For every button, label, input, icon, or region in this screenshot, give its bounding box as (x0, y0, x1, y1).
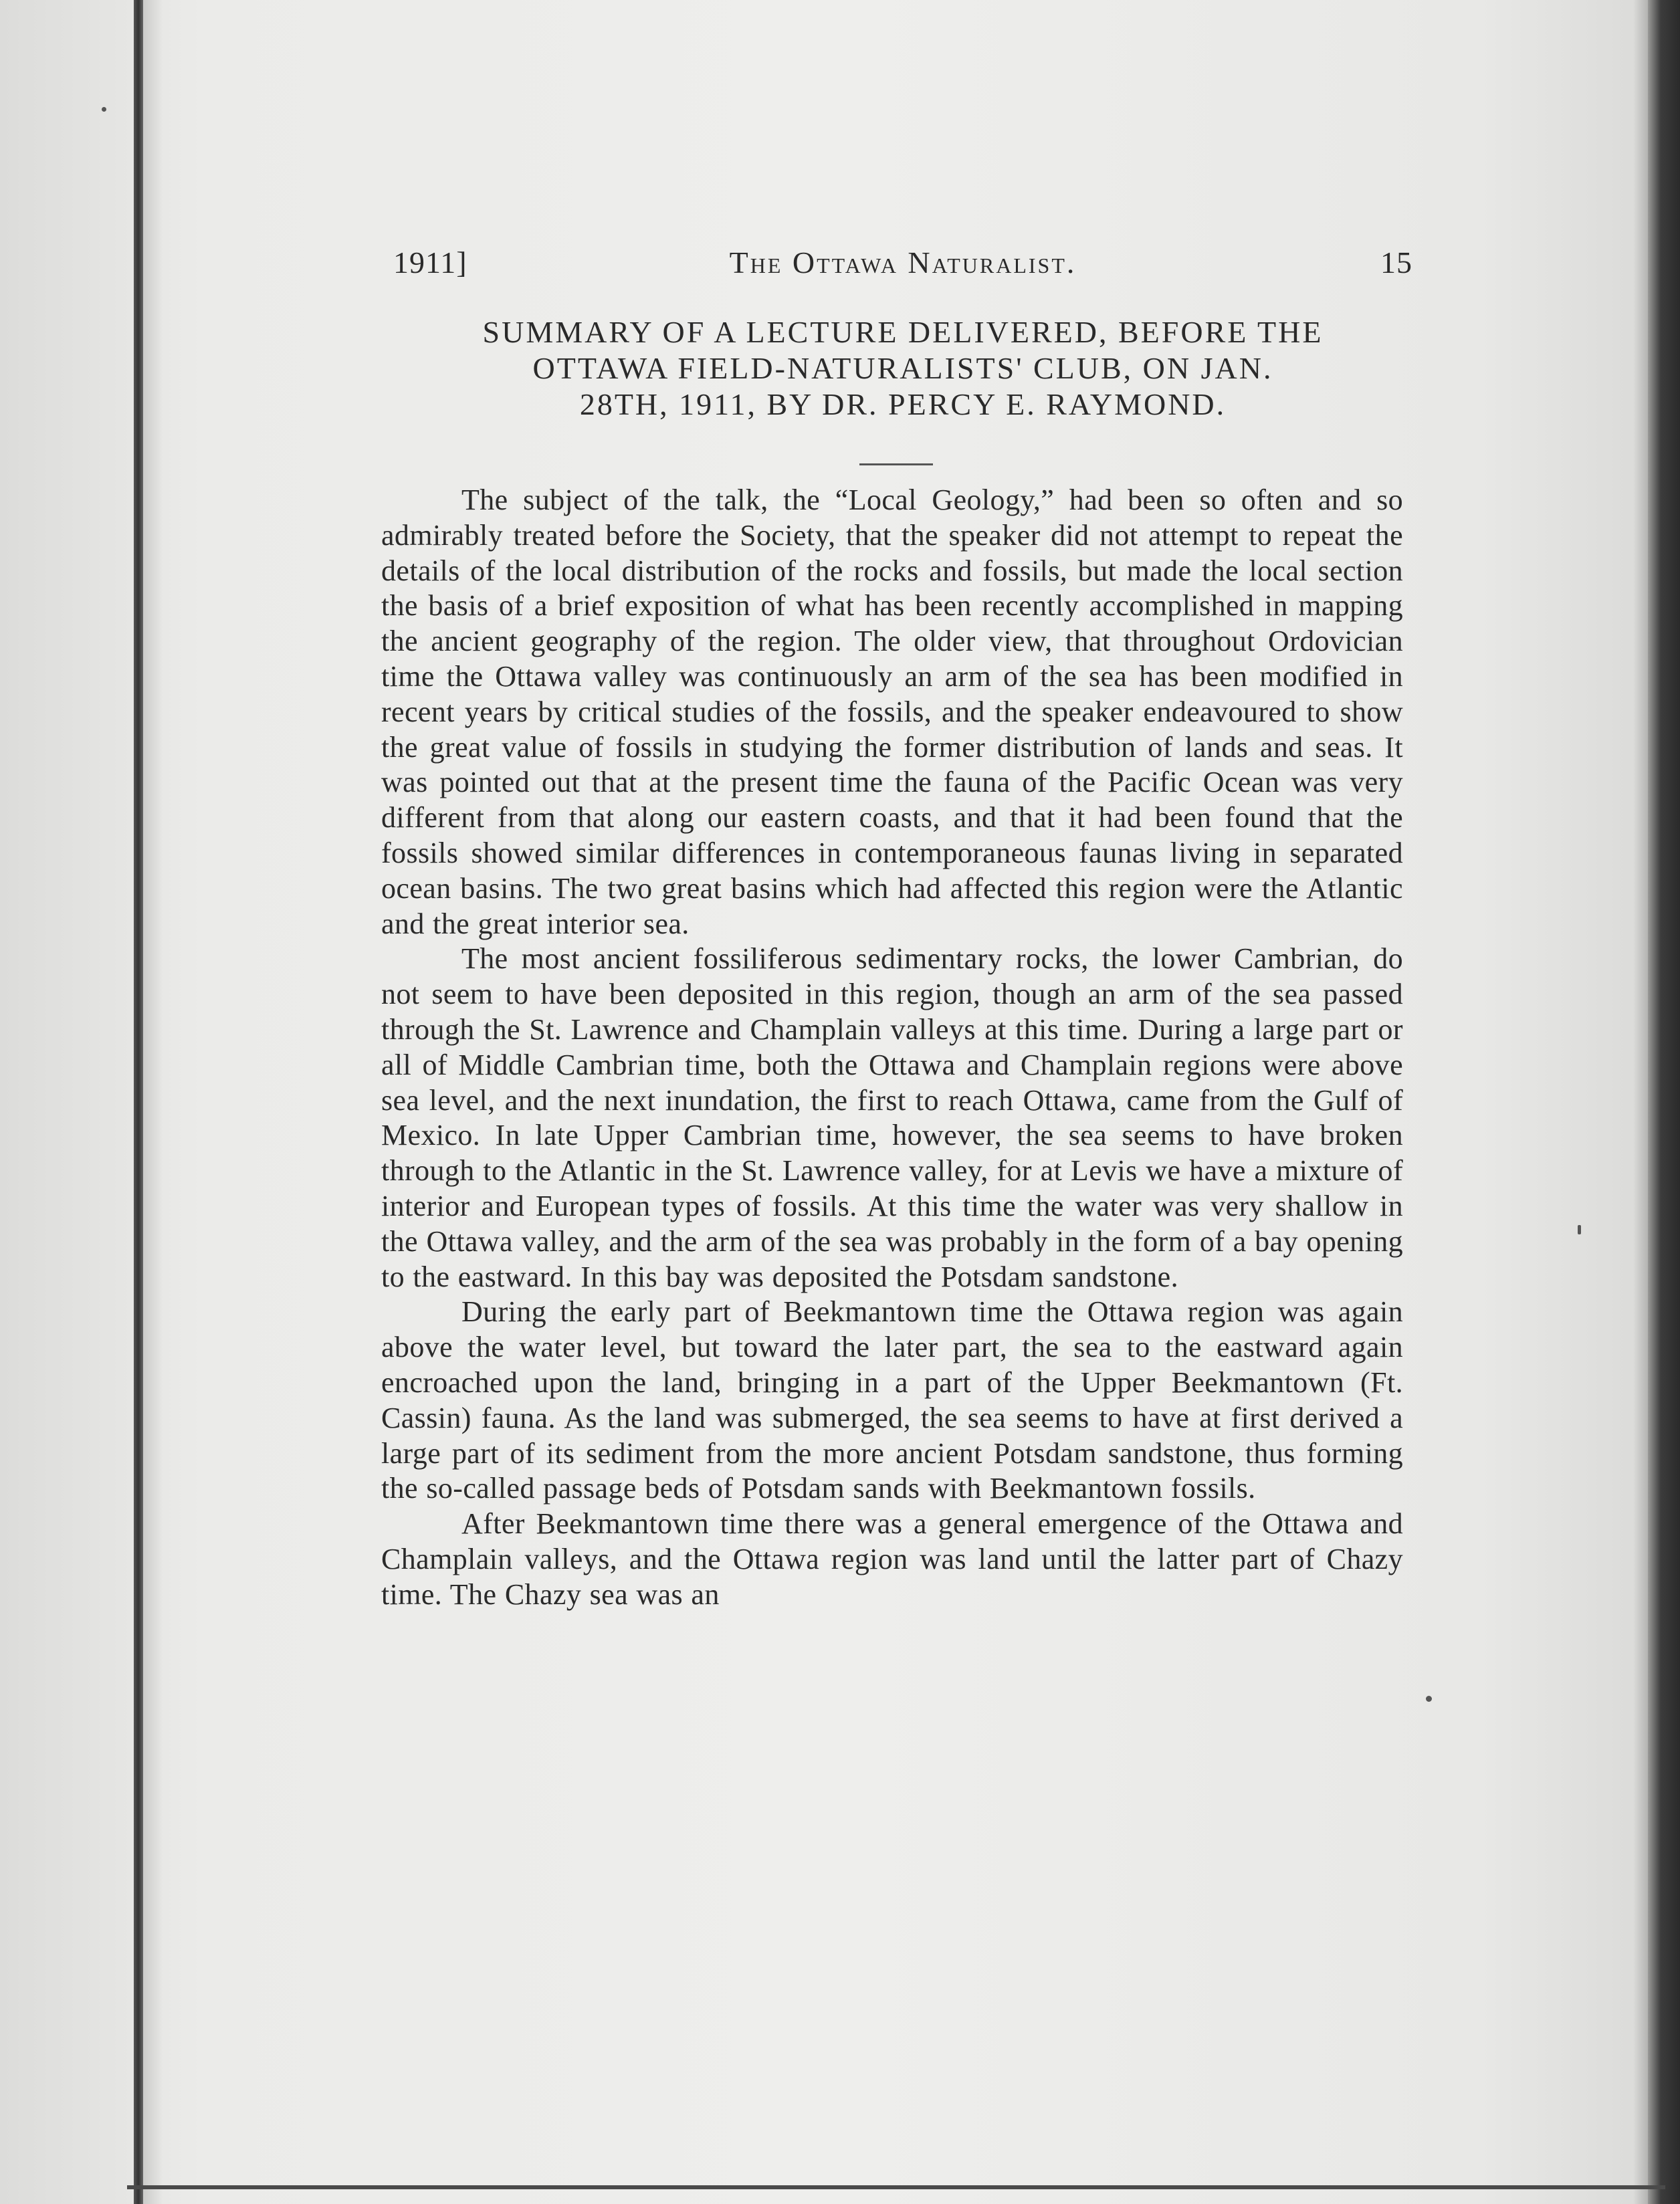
paragraph: After Beekmantown time there was a general emergence of the Ottawa and Champlain valleys, and the Ottawa region was land until the latter part of Chazy time. The Chazy sea was an (381, 1507, 1403, 1611)
title-line: SUMMARY OF A LECTURE DELIVERED, BEFORE THE (482, 315, 1324, 349)
title-divider (859, 463, 933, 465)
scan-speck (1578, 1225, 1581, 1234)
title-line: OTTAWA FIELD-NATURALISTS' CLUB, ON JAN. (532, 351, 1273, 385)
binding-edge (134, 0, 143, 2204)
title-line: 28TH, 1911, BY DR. PERCY E. RAYMOND. (579, 387, 1227, 421)
article-body (381, 483, 1403, 1613)
header-journal-title: The Ottawa Naturalist. (729, 245, 1077, 280)
binding-shadow (143, 0, 163, 2204)
right-edge-shadow (1633, 0, 1648, 2204)
bottom-edge (127, 2185, 1665, 2189)
scan-speck (102, 107, 106, 112)
scan-speck (1426, 1696, 1432, 1702)
paragraph: The subject of the talk, the “Local Geology,” had been so often and so admirably treated before the Society, that the speaker did not attempt to repeat the details of the local distribution of the rocks and fossils, but made the local section the basis of a brief exposition of what has been recently accomplished in mapping the ancient geography of the region. The older view, that throughout Ordovician time the Ottawa valley was continuously an arm of the sea has been modified in recent years by critical studies of the fossils, and the speaker endeavoured to show the great value of fossils in studying the former distribution of lands and seas. It was pointed out that at the present time the fauna of the Pacific Ocean was very different from that along our eastern coasts, and that it had been found that the fossils showed similar differences in contemporaneous faunas living in separated ocean basins. The two great basins which had affected this region were the Atlantic and the great interior sea. (381, 483, 1403, 940)
header-year: 1911] (393, 245, 467, 280)
running-header (393, 245, 1412, 292)
right-page-edge (1648, 0, 1680, 2204)
article-title (375, 314, 1431, 423)
header-page-number: 15 (1380, 245, 1412, 280)
paragraph: The most ancient fossiliferous sedimentary rocks, the lower Cambrian, do not seem to have been deposited in this region, though an arm of the sea passed through the St. Lawrence and Champlain valleys at this time. During a large part or all of Middle Cambrian time, both the Ottawa and Champlain regions were above sea level, and the next inundation, the first to reach Ottawa, came from the Gulf of Mexico. In late Upper Cambrian time, however, the sea seems to have broken through to the Atlantic in the St. Lawrence valley, for at Levis we have a mixture of interior and European types of fossils. At this time the water was very shallow in the Ottawa valley, and the arm of the sea was probably in the form of a bay opening to the eastward. In this bay was deposited the Potsdam sandstone. (381, 942, 1403, 1293)
paragraph: During the early part of Beekmantown time the Ottawa region was again above the water level, but toward the later part, the sea to the eastward again encroached upon the land, bringing in a part of the Upper Beekmantown (Ft. Cassin) fauna. As the land was submerged, the sea seems to have at first derived a large part of its sediment from the more ancient Potsdam sandstone, thus forming the so-called passage beds of Potsdam sands with Beekmantown fossils. (381, 1295, 1403, 1505)
